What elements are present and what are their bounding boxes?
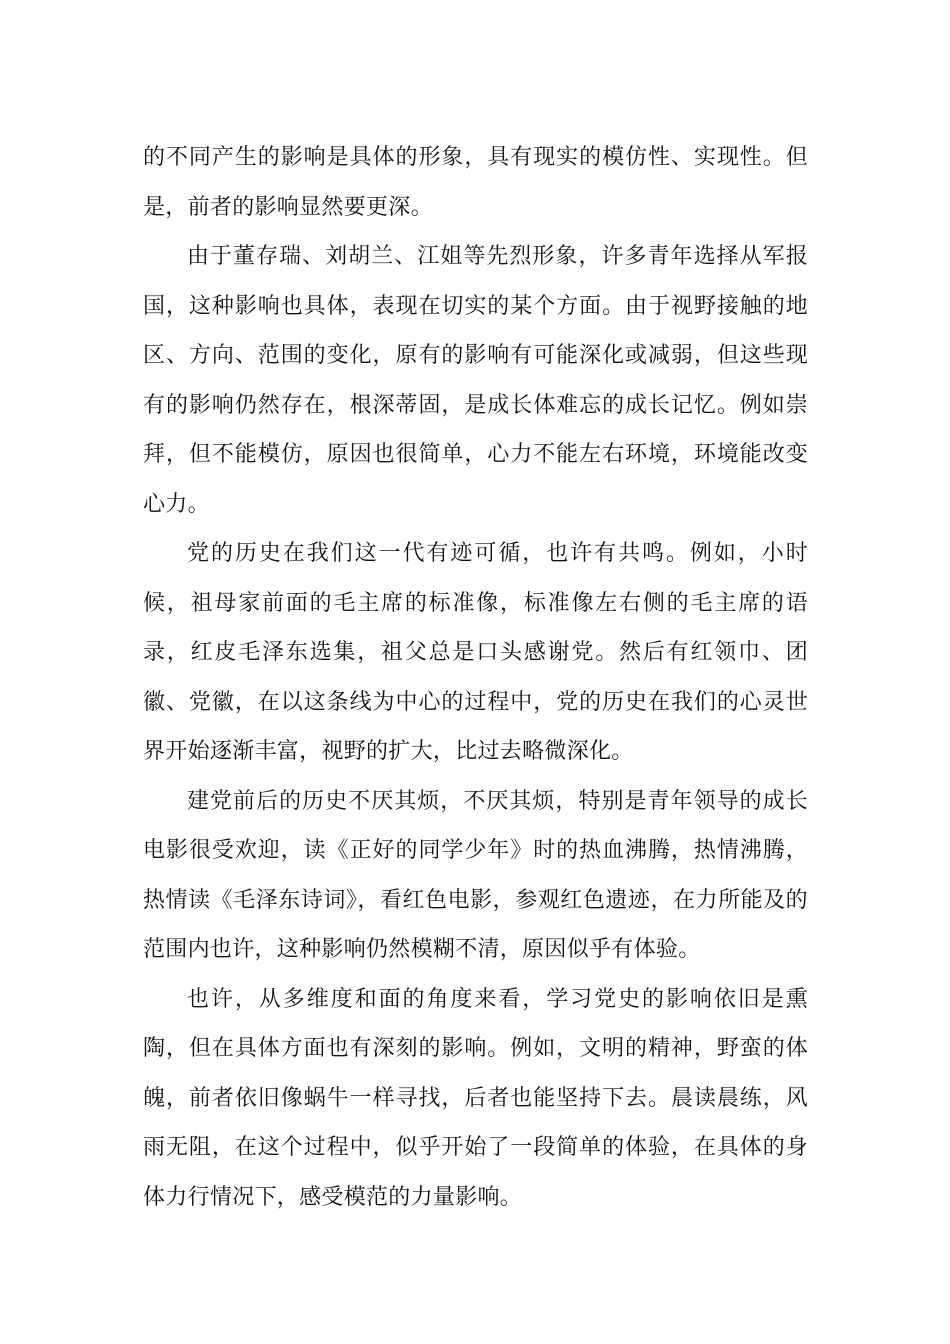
paragraph-3: 党的历史在我们这一代有迹可循，也许有共鸣。例如，小时候，祖母家前面的毛主席的标准像，标准像左右侧的毛主席的语录，红皮毛泽东选集，祖父总是口头感谢党。然后有红领巾、团徽、党徽，在以这条线为中心的过程中，党的历史在我们的心灵世界开始逐渐丰富，视野的扩大，比过去略微深化。	[143, 541, 808, 764]
paragraph-5: 也许，从多维度和面的角度来看，学习党史的影响依旧是熏陶，但在具体方面也有深刻的影响。例如，文明的精神，野蛮的体魄，前者依旧像蜗牛一样寻找，后者也能坚持下去。晨读晨练，风雨无阻，在这个过程中，似乎开始了一段简单的体验，在具体的身体力行情况下，感受模范的力量影响。	[143, 986, 808, 1210]
paragraph-4: 建党前后的历史不厌其烦，不厌其烦，特别是青年领导的成长电影很受欢迎，读《正好的同学少年》时的热血沸腾，热情沸腾，热情读《毛泽东诗词》，看红色电影，参观红色遗迹，在力所能及的范围内也许，这种影响仍然模糊不清，原因似乎有体验。	[143, 788, 808, 962]
paragraph-1: 的不同产生的影响是具体的形象，具有现实的模仿性、实现性。但是，前者的影响显然要更深。	[143, 145, 808, 220]
body-text	[143, 133, 808, 1222]
paragraph-2: 由于董存瑞、刘胡兰、江姐等先烈形象，许多青年选择从军报国，这种影响也具体，表现在切实的某个方面。由于视野接触的地区、方向、范围的变化，原有的影响有可能深化或减弱，但这些现有的影响仍然存在，根深蒂固，是成长体难忘的成长记忆。例如崇拜，但不能模仿，原因也很简单，心力不能左右环境，环境能改变心力。	[143, 244, 808, 517]
